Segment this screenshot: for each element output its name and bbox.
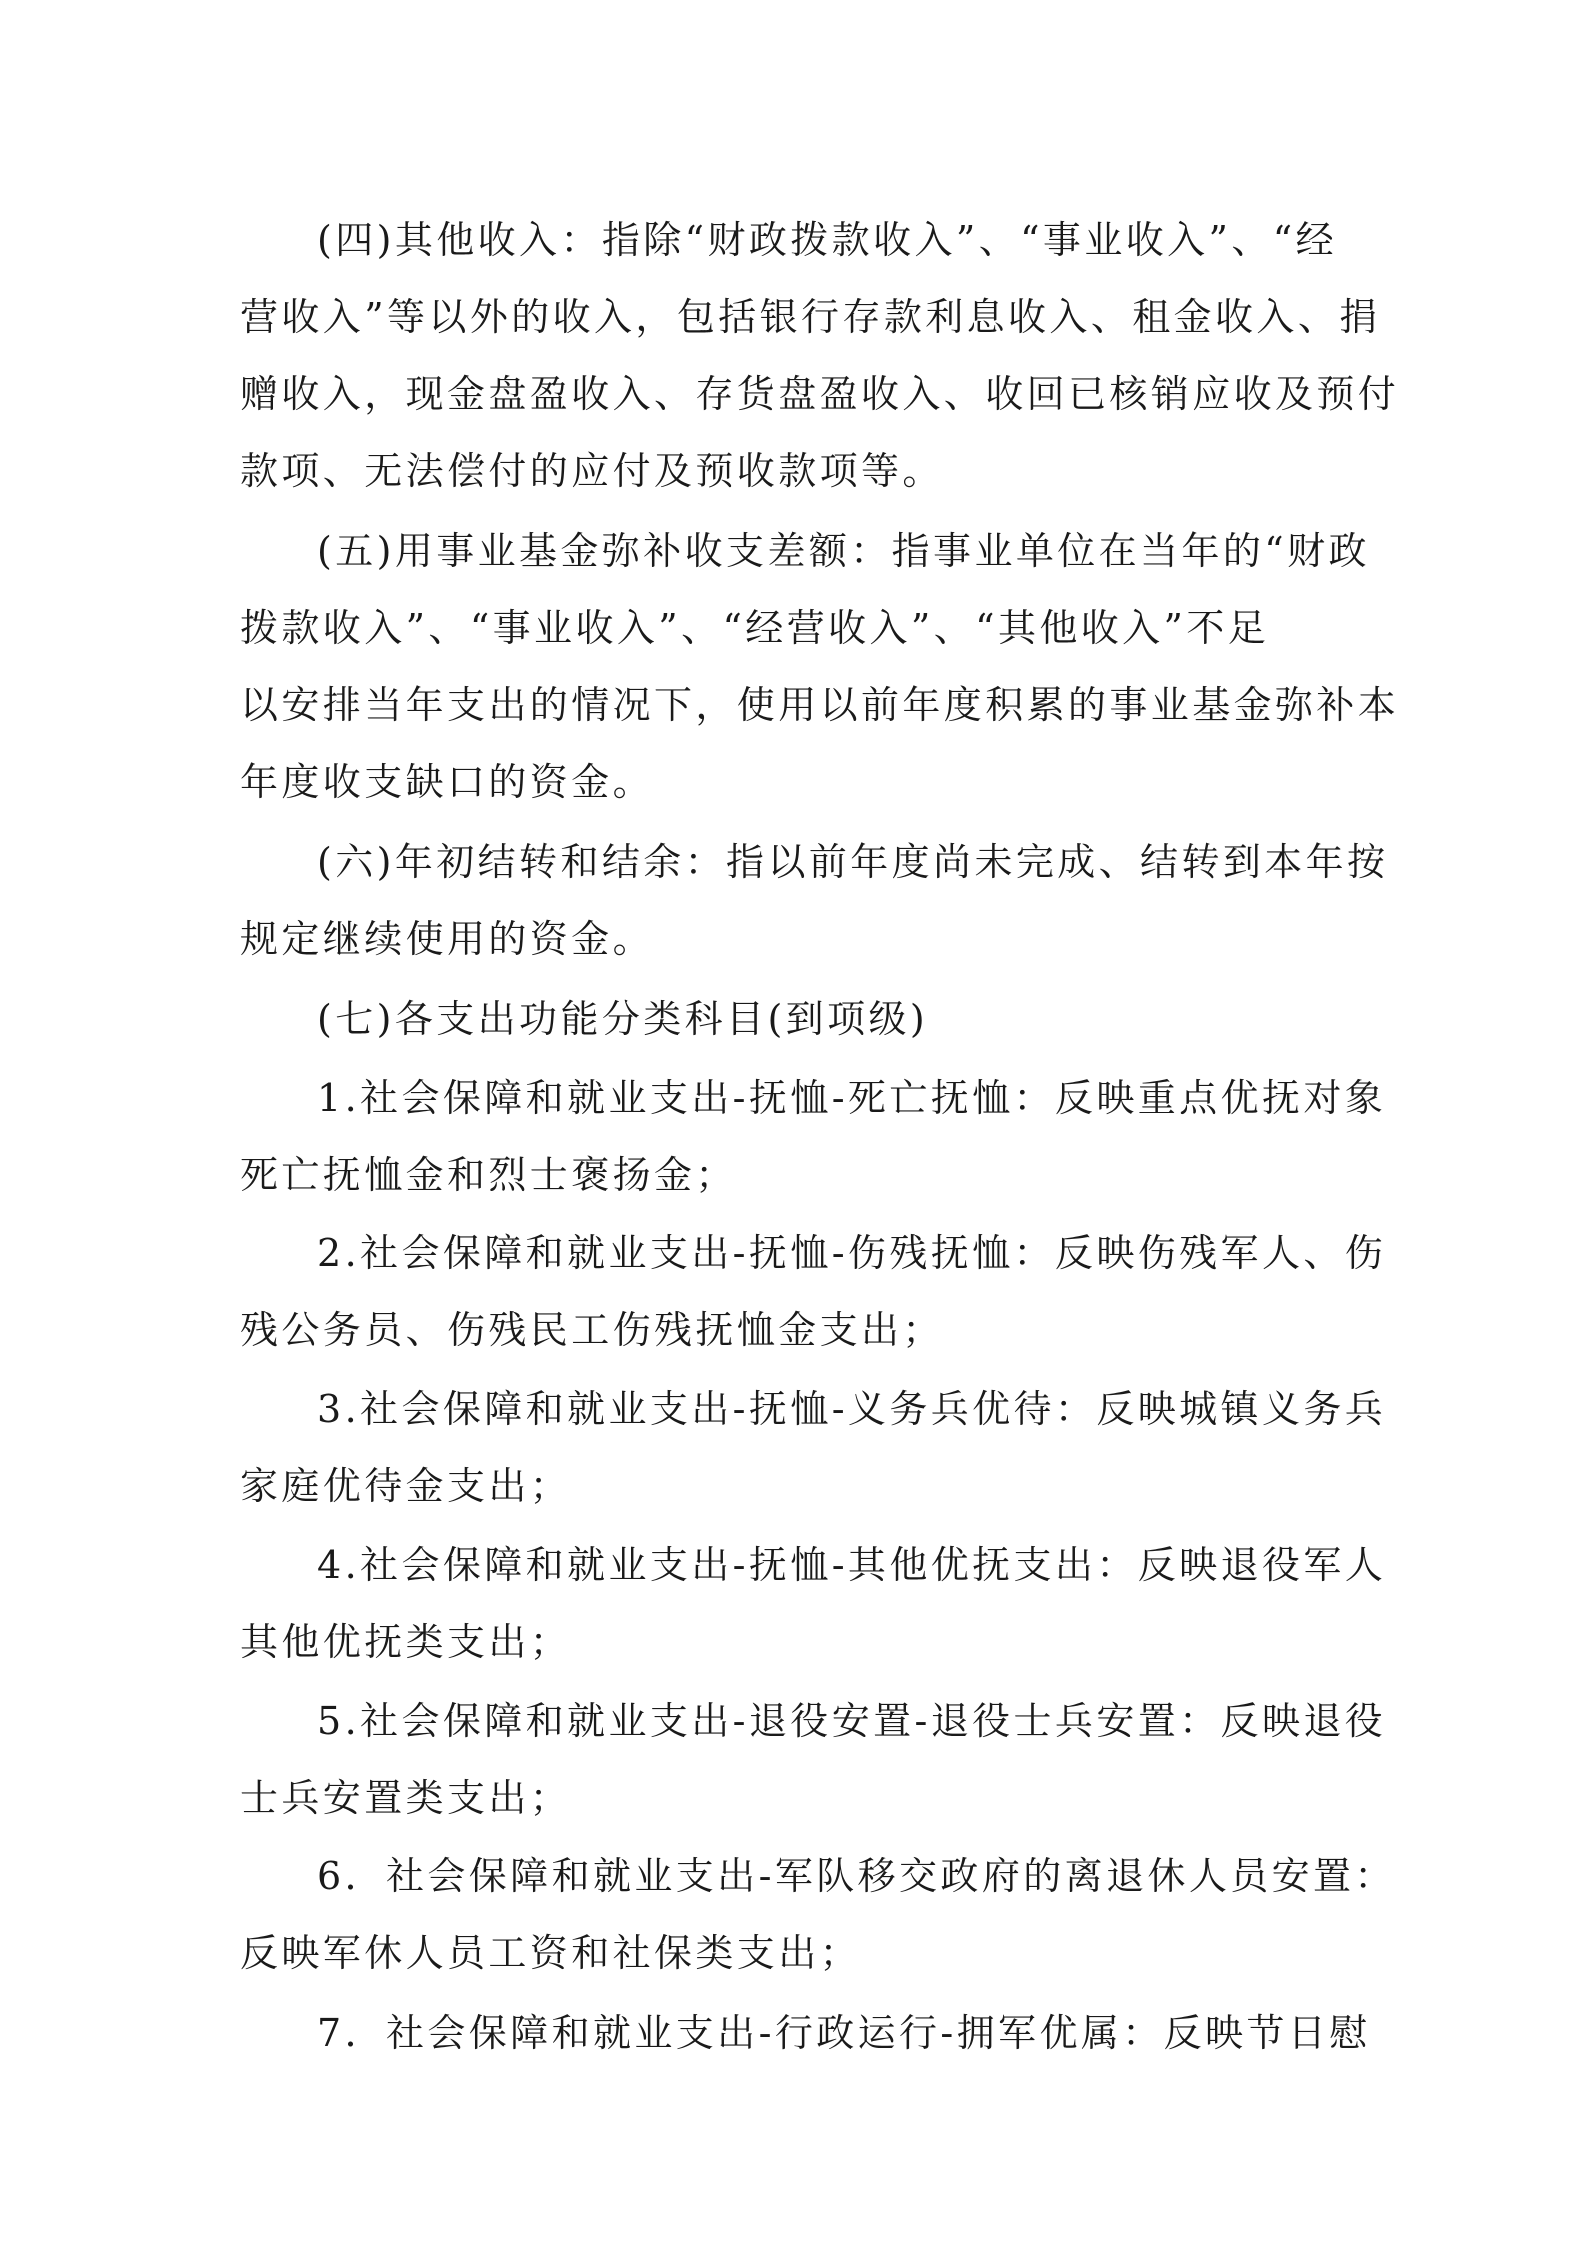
list-item-1-line-2: 死亡抚恤金和烈士褒扬金； xyxy=(240,1153,737,1197)
paragraph-carryover-line-2: 规定继续使用的资金。 xyxy=(240,917,655,961)
paragraph-carryover-line-1: (六)年初结转和结余：指以前年度尚未完成、结转到本年按 xyxy=(317,840,1389,884)
list-item-5-line-1: 5.社会保障和就业支出-退役安置-退役士兵安置：反映退役 xyxy=(317,1699,1387,1743)
list-item-6-line-1: 6．社会保障和就业支出-军队移交政府的离退休人员安置： xyxy=(317,1854,1396,1898)
list-item-2-line-2: 残公务员、伤残民工伤残抚恤金支出； xyxy=(240,1308,944,1352)
list-item-1-line-1: 1.社会保障和就业支出-抚恤-死亡抚恤：反映重点优抚对象 xyxy=(317,1076,1387,1120)
paragraph-other-income-line-1: (四)其他收入：指除“财政拨款收入”、“事业收入”、“经 xyxy=(317,218,1337,262)
list-item-6-line-2: 反映军休人员工资和社保类支出； xyxy=(240,1931,862,1975)
list-item-3-line-1: 3.社会保障和就业支出-抚恤-义务兵优待：反映城镇义务兵 xyxy=(317,1387,1387,1431)
paragraph-other-income-line-4: 款项、无法偿付的应付及预收款项等。 xyxy=(240,449,944,493)
paragraph-fund-offset-line-3: 以安排当年支出的情况下，使用以前年度积累的事业基金弥补本 xyxy=(240,683,1400,727)
list-item-5-line-2: 士兵安置类支出； xyxy=(240,1776,572,1820)
section-heading-expenditure: (七)各支出功能分类科目(到项级) xyxy=(317,997,929,1041)
list-item-3-line-2: 家庭优待金支出； xyxy=(240,1464,572,1508)
list-item-2-line-1: 2.社会保障和就业支出-抚恤-伤残抚恤：反映伤残军人、伤 xyxy=(317,1231,1387,1275)
paragraph-other-income-line-3: 赠收入，现金盘盈收入、存货盘盈收入、收回已核销应收及预付 xyxy=(240,372,1400,416)
list-item-4-line-2: 其他优抚类支出； xyxy=(240,1620,572,1664)
list-item-7-line-1: 7．社会保障和就业支出-行政运行-拥军优属：反映节日慰 xyxy=(317,2011,1371,2055)
paragraph-fund-offset-line-4: 年度收支缺口的资金。 xyxy=(240,760,655,804)
list-item-4-line-1: 4.社会保障和就业支出-抚恤-其他优抚支出：反映退役军人 xyxy=(317,1543,1387,1587)
paragraph-fund-offset-line-1: (五)用事业基金弥补收支差额：指事业单位在当年的“财政 xyxy=(317,529,1370,573)
paragraph-other-income-line-2: 营收入”等以外的收入，包括银行存款利息收入、租金收入、捐 xyxy=(240,295,1381,339)
paragraph-fund-offset-line-2: 拨款收入”、“事业收入”、“经营收入”、“其他收入”不足 xyxy=(240,606,1270,650)
